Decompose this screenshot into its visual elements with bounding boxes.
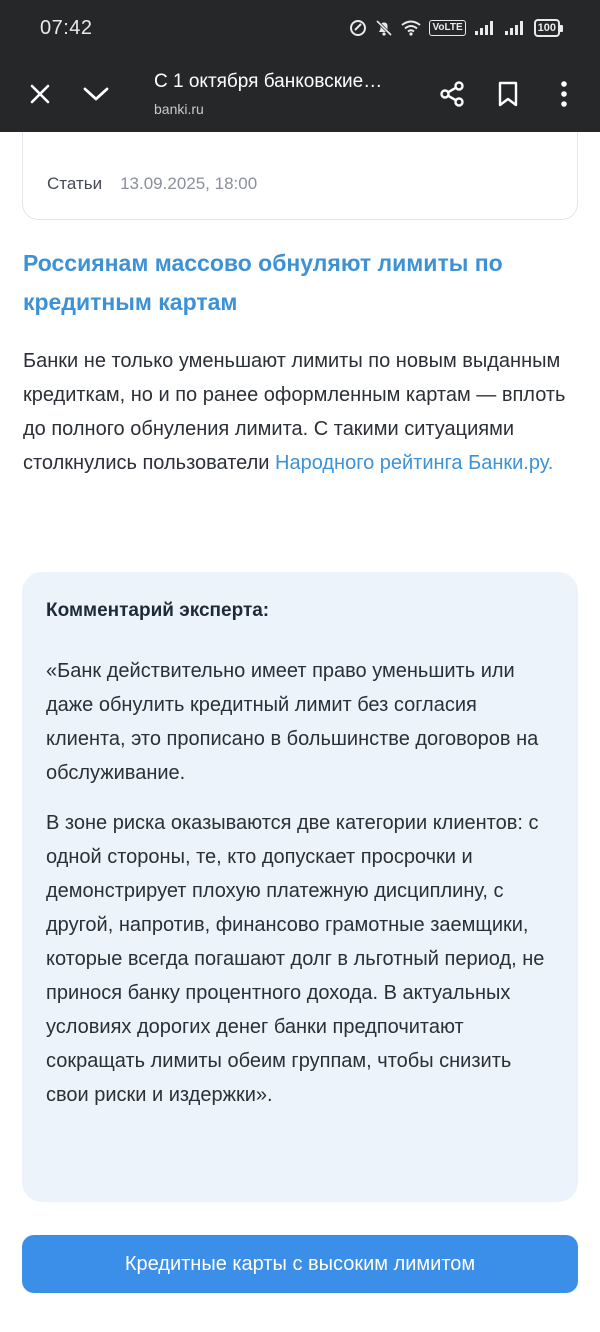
- expert-comment-paragraph-1: «Банк действительно имеет право уменьшить или даже обнулить кредитный лимит без согласия клиента, это прописано в большинстве договоров на обслуживание.: [46, 660, 539, 784]
- article-paragraph-text: Банки не только уменьшают лимиты по новым выданным кредиткам, но и по ранее оформленным картам — вплоть до полного обнуления лимита. С такими ситуациями столкнулись пользователи: [23, 350, 566, 474]
- expert-comment-paragraph-2: В зоне риска оказываются две категории клиентов: с одной стороны, те, кто допускает просрочки и демонстрирует плохую платежную дисциплину, с другой, напротив, финансово грамотные заемщики, которые всегда погашают долг в льготный период, не принося банку процентного дохода. В актуальных условиях дорогих денег банки предпочитают сокращать лимиты обеим группам, чтобы снизить свои риски и издержки».: [46, 812, 545, 1106]
- signal-icon-2: [504, 20, 526, 36]
- share-button[interactable]: [424, 66, 480, 122]
- expert-comment-box: [22, 572, 578, 1202]
- more-options-button[interactable]: [536, 66, 592, 122]
- more-vert-icon: [560, 80, 568, 108]
- close-button[interactable]: [12, 66, 68, 122]
- toolbar-actions: [424, 66, 592, 122]
- chevron-down-icon: [83, 86, 109, 102]
- related-article-date: 13.09.2025, 18:00: [120, 174, 258, 193]
- page-content: [0, 132, 600, 1332]
- signal-icon: [474, 20, 496, 36]
- article-subheading-link[interactable]: Россиянам массово обнуляют лимиты по кредитным картам: [23, 250, 503, 315]
- narodny-rating-link[interactable]: Народного рейтинга Банки.ру.: [275, 452, 554, 474]
- close-icon: [29, 83, 51, 105]
- article-paragraph: [23, 344, 568, 480]
- status-bar: [0, 0, 600, 56]
- volte-badge: VoLTE: [429, 20, 465, 36]
- page-url: banki.ru: [154, 101, 204, 117]
- credit-cards-high-limit-button[interactable]: Кредитные карты с высоким лимитом: [22, 1235, 578, 1293]
- collapse-button[interactable]: [68, 66, 124, 122]
- page-info[interactable]: [154, 71, 424, 117]
- related-article-meta: [47, 174, 257, 194]
- share-icon: [438, 80, 466, 108]
- browser-toolbar: [0, 56, 600, 132]
- status-icons: [349, 19, 560, 37]
- related-article-title: [47, 132, 402, 140]
- data-saver-icon: [349, 19, 367, 37]
- bookmark-icon: [496, 80, 520, 108]
- wifi-icon: [401, 20, 421, 36]
- related-article-category: Статьи: [47, 174, 103, 193]
- expert-comment-title: Комментарий эксперта:: [46, 600, 270, 621]
- mute-bell-icon: [375, 19, 393, 37]
- page-title: С 1 октября банковские…: [154, 71, 383, 92]
- related-article-card[interactable]: [22, 132, 578, 220]
- bookmark-button[interactable]: [480, 66, 536, 122]
- battery-indicator: 100: [534, 19, 560, 37]
- status-time: 07:42: [40, 16, 93, 39]
